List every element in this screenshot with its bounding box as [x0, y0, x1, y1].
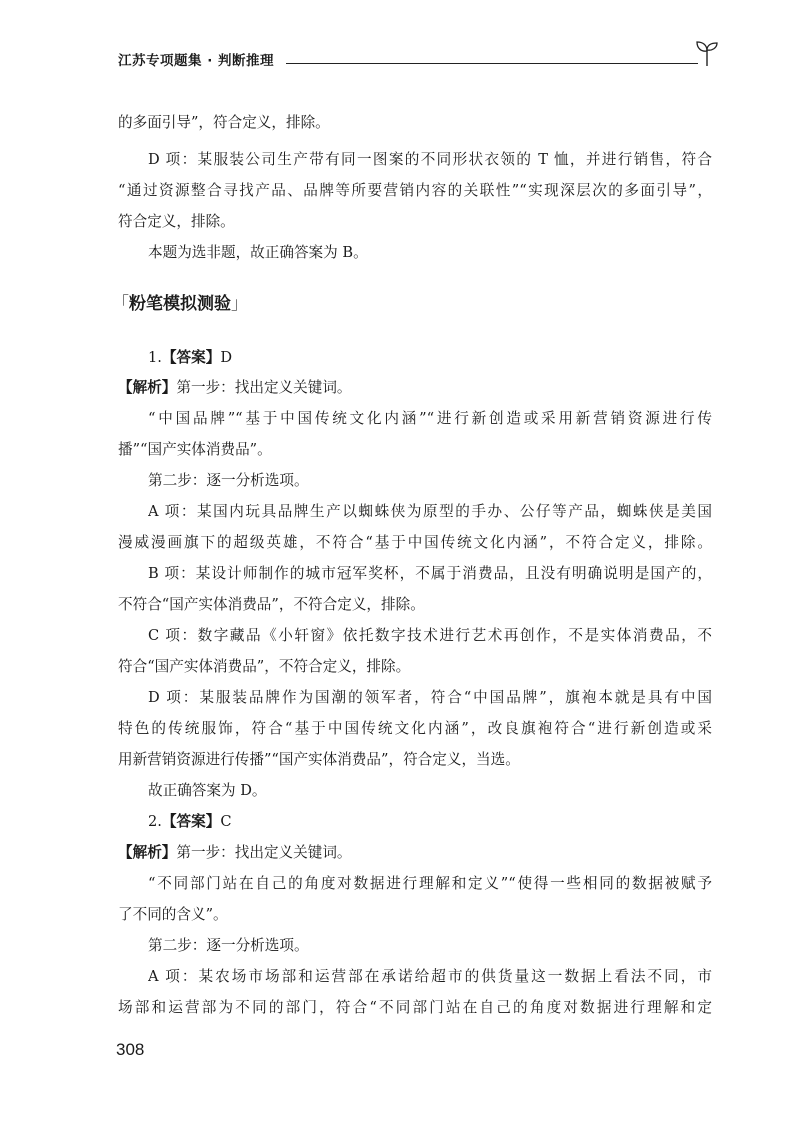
section-title: 粉笔模拟测验 — [129, 294, 231, 314]
q1-analysis-label: 【解析】 — [118, 379, 177, 396]
section-bracket-close: 」 — [231, 294, 248, 314]
option-d-line: D 项：某服装公司生产带有同一图案的不同形状衣领的 T 恤，并进行销售，符合 — [148, 151, 712, 168]
q2-step2: 第二步：逐一分析选项。 — [148, 937, 309, 954]
q1-option-a-line: A 项：某国内玩具品牌生产以蜘蛛侠为原型的手办、公仔等产品，蜘蛛侠是美国 — [148, 503, 712, 520]
option-d-line: 符合定义，排除。 — [118, 213, 235, 230]
q2-analysis-line — [118, 843, 712, 863]
q1-option-b-line: 不符合“国产实体消费品”，不符合定义，排除。 — [118, 596, 425, 613]
q2-number: 2. — [148, 813, 162, 830]
q2-keywords-line: “不同部门站在自己的角度对数据进行理解和定义”“使得一些相同的数据被赋予 — [148, 875, 712, 892]
q1-option-d-line: D 项：某服装品牌作为国潮的领军者，符合“中国品牌”，旗袍本就是具有中国 — [148, 689, 712, 706]
q1-answer-label: 【答案】 — [161, 349, 221, 366]
q1-step2: 第二步：逐一分析选项。 — [148, 472, 309, 489]
q2-analysis-label: 【解析】 — [118, 844, 177, 861]
q1-option-d-line: 特色的传统服饰，符合“基于中国传统文化内涵”，改良旗袍符合“进行新创造或采 — [118, 720, 712, 737]
q1-option-d-line: 用新营销资源进行传播”“国产实体消费品”，符合定义，当选。 — [118, 751, 520, 768]
q1-conclusion: 故正确答案为 D。 — [148, 782, 267, 799]
q1-option-c-line: 符合“国产实体消费品”，不符合定义，排除。 — [118, 658, 411, 675]
q1-answer: D — [220, 349, 233, 366]
q1-option-a-line: 漫威漫画旗下的超级英雄，不符合“基于中国传统文化内涵”，不符合定义，排除。 — [118, 534, 712, 551]
q2-answer: C — [220, 813, 232, 830]
q1-option-b-line: B 项：某设计师制作的城市冠军奖杯，不属于消费品，且没有明确说明是国产的， — [148, 565, 712, 582]
q1-option-c-line: C 项：数字藏品《小轩窗》依托数字技术进行艺术再创作，不是实体消费品，不 — [148, 627, 712, 644]
q2-option-a-line: 场部和运营部为不同的部门，符合“不同部门站在自己的角度对数据进行理解和定 — [118, 999, 712, 1016]
section-heading — [112, 290, 248, 318]
q2-keywords-line: 了不同的含义”。 — [118, 906, 228, 923]
q1-number: 1. — [148, 349, 162, 366]
header-rule — [286, 63, 698, 64]
q2-step1: 第一步：找出定义关键词。 — [176, 844, 352, 861]
page-number: 308 — [116, 1040, 145, 1059]
running-header — [118, 49, 720, 73]
q1-keywords-line: 播”“国产实体消费品”。 — [118, 441, 272, 458]
q2-answer-line — [148, 812, 742, 832]
q1-step1: 第一步：找出定义关键词。 — [176, 379, 352, 396]
paragraph-line: 的多面引导”，符合定义，排除。 — [118, 114, 330, 131]
q2-option-a-line: A 项：某农场市场部和运营部在承诺给超市的供货量这一数据上看法不同，市 — [148, 968, 712, 985]
answer-conclusion: 本题为选非题，故正确答案为 B。 — [148, 244, 368, 261]
q1-analysis-line — [118, 378, 712, 398]
option-d-line: “通过资源整合寻找产品、品牌等所要营销内容的关联性”“实现深层次的多面引导”， — [118, 182, 712, 199]
sprout-icon — [694, 39, 720, 67]
header-title: 江苏专项题集 · 判断推理 — [118, 53, 275, 69]
q2-answer-label: 【答案】 — [161, 813, 221, 830]
q1-answer-line — [148, 348, 742, 368]
q1-keywords-line: “中国品牌”“基于中国传统文化内涵”“进行新创造或采用新营销资源进行传 — [148, 410, 712, 427]
section-bracket-open: 「 — [112, 294, 129, 314]
